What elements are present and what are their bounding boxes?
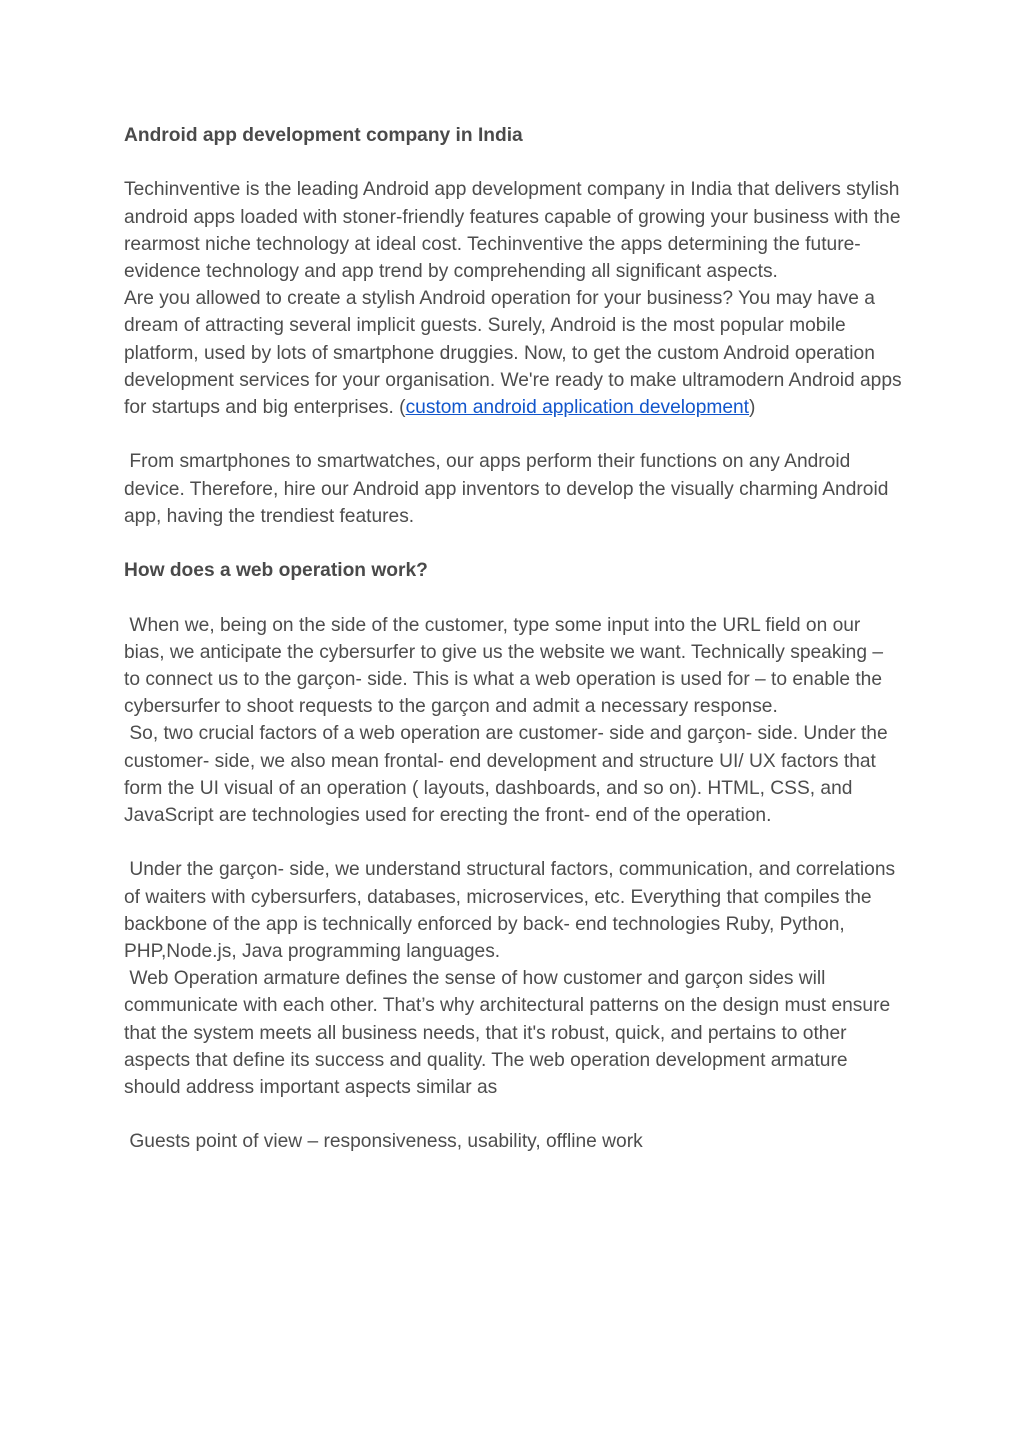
paragraph-smartphones: From smartphones to smartwatches, our apps perform their functions on any Android device. Therefore, hire our Android app inventors to develop the visually charming Android app, having the trendiest features.	[124, 451, 894, 527]
spacer	[124, 421, 904, 448]
spacer	[124, 829, 904, 856]
custom-android-link[interactable]: custom android application development	[405, 397, 750, 419]
spacer	[124, 1101, 904, 1128]
paragraph-intro: Techinventive is the leading Android app development company in India that delivers stylish android apps loaded with stoner-friendly features capable of growing your business with the rearmost niche technology at ideal cost. Techinventive the apps determining the future- evidence technology and app trend by comprehending all significant aspects.	[124, 179, 901, 282]
paragraph-android-operation-text: Are you allowed to create a stylish Android operation for your business? You may have a dream of attracting several implicit guests. Surely, Android is the most popular mobile platform, used by lots of smartphone druggies. Now, to get the custom Android operation development services for your organisation. We're ready to make ultramodern Android apps for startups and big enterprises. (	[124, 288, 902, 419]
paragraph-android-operation	[124, 285, 904, 421]
paragraph-armature: Web Operation armature defines the sense of how customer and garçon sides will communicate with each other. That’s why architectural patterns on the design must ensure that the system meets all business needs, that it's robust, quick, and pertains to other aspects that define its success and quality. The web operation development armature should address important aspects similar as	[124, 968, 896, 1099]
spacer	[124, 530, 904, 557]
spacer	[124, 584, 904, 611]
paragraph-guests-view: Guests point of view – responsiveness, usability, offline work	[124, 1131, 643, 1153]
paragraph-close-paren: )	[749, 397, 756, 419]
paragraph-crucial-factors: So, two crucial factors of a web operation are customer- side and garçon- side. Under the customer- side, we also mean frontal- end development and structure UI/ UX factors that form the UI visual of an operation ( layouts, dashboards, and so on). HTML, CSS, and JavaScript are technologies used for erecting the front- end of the operation.	[124, 723, 893, 827]
paragraph-garcon-side: Under the garçon- side, we understand structural factors, communication, and correlations of waiters with cybersurfers, databases, microservices, etc. Everything that compiles the backbone of the app is technically enforced by back- end technologies Ruby, Python, PHP,Node.js, Java programming languages.	[124, 859, 901, 963]
heading-web-operation: How does a web operation work?	[124, 560, 428, 582]
document-page	[124, 122, 904, 1156]
paragraph-customer-side: When we, being on the side of the customer, type some input into the URL field on our bias, we anticipate the cybersurfer to give us the website we want. Technically speaking – to connect us to the garçon- side. This is what a web operation is used for – to enable the cybersurfer to shoot requests to the garçon and admit a necessary response.	[124, 614, 889, 718]
spacer	[124, 149, 904, 176]
heading-android-company: Android app development company in India	[124, 125, 523, 146]
